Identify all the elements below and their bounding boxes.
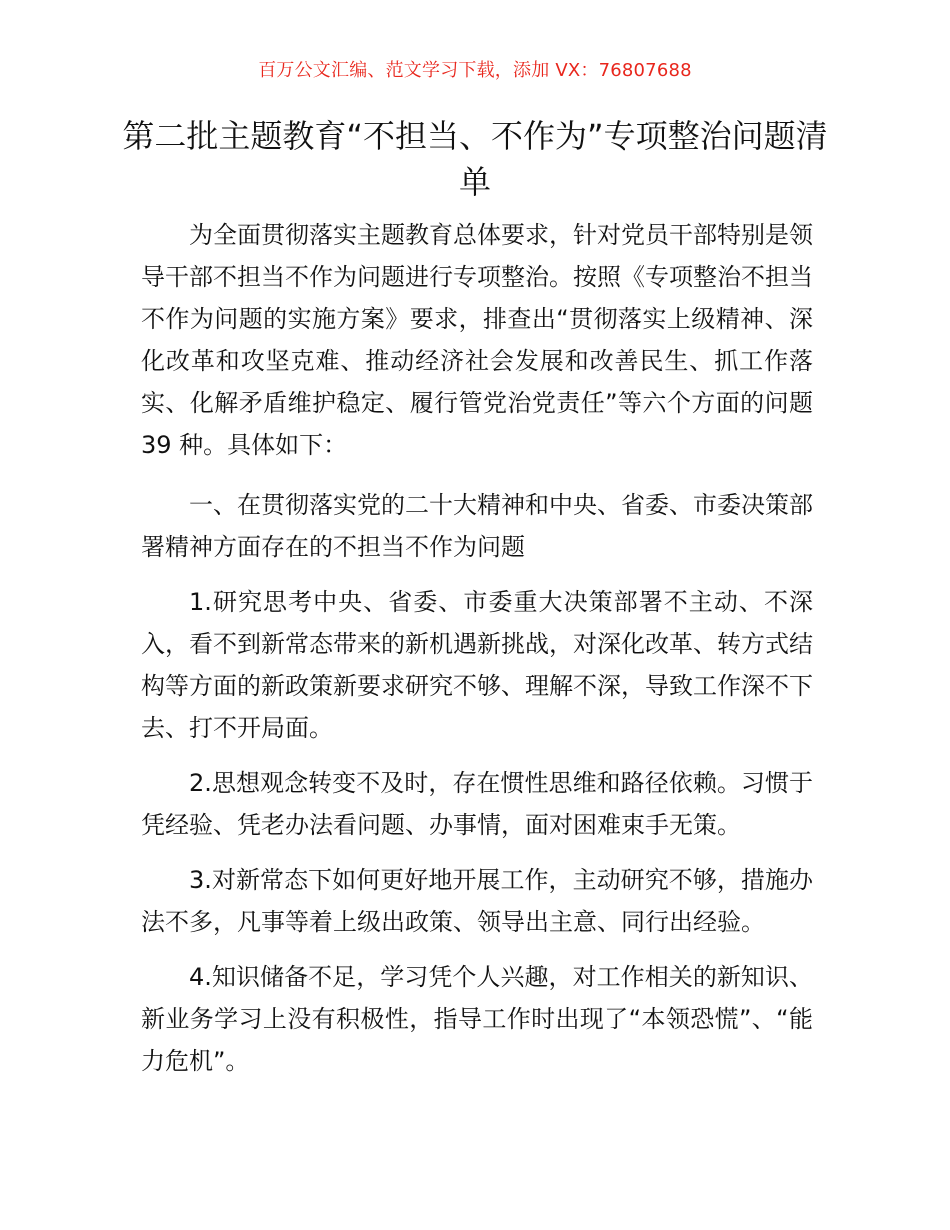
section-heading-1: 一、在贯彻落实党的二十大精神和中央、省委、市委决策部署精神方面存在的不担当不作为问题 [141,491,813,561]
list-item-2: 2.思想观念转变不及时，存在惯性思维和路径依赖。习惯于凭经验、凭老办法看问题、办事情，面对困难束手无策。 [141,769,813,839]
intro-paragraph: 为全面贯彻落实主题教育总体要求，针对党员干部特别是领导干部不担当不作为问题进行专项整治。按照《专项整治不担当不作为问题的实施方案》要求，排查出“贯彻落实上级精神、深化改革和攻坚克难、推动经济社会发展和改善民生、抓工作落实、化解矛盾维护稳定、履行管党治党责任”等六个方面的问题 39 种。具体如下： [141,221,813,459]
list-item-1: 1.研究思考中央、省委、市委重大决策部署不主动、不深入，看不到新常态带来的新机遇新挑战，对深化改革、转方式结构等方面的新政策新要求研究不够、理解不深，导致工作深不下去、打不开局面。 [141,588,813,742]
list-item-4: 4.知识储备不足，学习凭个人兴趣，对工作相关的新知识、新业务学习上没有积极性，指导工作时出现了“本领恐慌”、“能力危机”。 [141,963,813,1075]
list-item-3: 3.对新常态下如何更好地开展工作，主动研究不够，措施办法不多，凡事等着上级出政策、领导出主意、同行出经验。 [141,866,813,936]
document-title: 第二批主题教育“不担当、不作为”专项整治问题清单 [122,117,828,201]
promo-banner: 百万公文汇编、范文学习下载，添加 VX：76807688 [258,60,692,81]
